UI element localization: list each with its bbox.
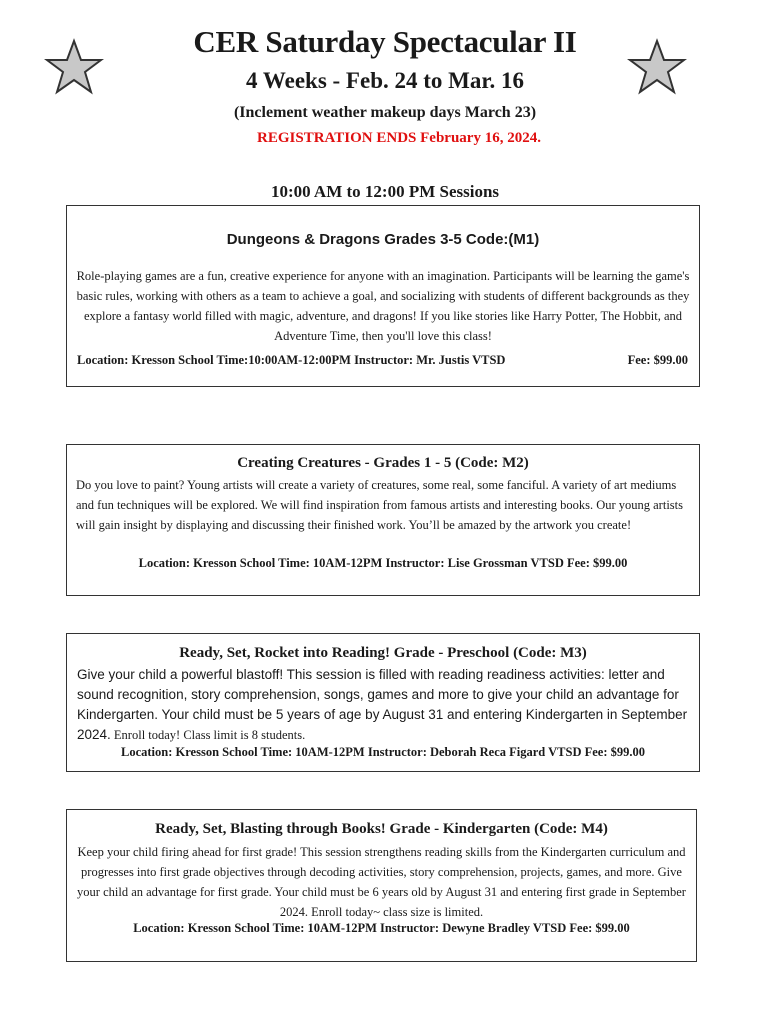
course-description: Do you love to paint? Young artists will create a variety of creatures, some real, some fanciful. A variety of art mediums and fun techniques will be explored. We will find inspiration from famous artists and interesting books. Our young artists will gain insight by displaying and discussing their finished work. You’ll be amazed by the artwork you create! <box>76 478 683 532</box>
course-title: Creating Creatures - Grades 1 - 5 (Code: M2) <box>237 455 529 471</box>
course-description: Keep your child firing ahead for first grade! This session strengthens reading skills from the Kindergarten curriculum and progresses into first grade objectives through decoding activities, story comprehension, projects, games, and more. Give your child an advantage for first grade. Your child must be 6 years old by August 31 and entering first grade in September 2024. Enroll today~ class size is limited. <box>77 845 686 919</box>
course-card-m4 <box>66 809 697 962</box>
course-location: Location: Kresson School Time:10:00AM-12:00PM Instructor: Mr. Justis VTSD <box>77 353 506 367</box>
course-description-enroll: Enroll today! Class limit is 8 students. <box>110 728 306 742</box>
course-location: Location: Kresson School Time: 10AM-12PM Instructor: Deborah Reca Figard VTSD Fee: $99.00 <box>120 745 646 759</box>
course-title: Ready, Set, Blasting through Books! Grade - Kindergarten (Code: M4) <box>155 821 608 837</box>
course-location: Location: Kresson School Time: 10AM-12PM Instructor: Lise Grossman VTSD Fee: $99.00 <box>138 556 628 570</box>
course-description <box>77 665 695 745</box>
course-description: Role-playing games are a fun, creative experience for anyone with an imagination. Participants will be learning the game's basic rules, working with others as a team to achieve a goal, and socializing with students of different backgrounds as they explore a fantasy world filled with magic, adventure, and dragons! If you like stories like Harry Potter, The Hobbit, and Adventure Time, then you'll love this class! <box>76 269 690 343</box>
sessions-heading: 10:00 AM to 12:00 PM Sessions <box>270 182 500 201</box>
course-title: Ready, Set, Rocket into Reading! Grade - Preschool (Code: M3) <box>179 645 587 661</box>
course-card-m2 <box>66 444 700 596</box>
course-description-main: Give your child a powerful blastoff! This session is filled with reading readiness activities: letter and sound recognition, story comprehension, songs, games and more to give your child an advantage for Kindergarten. Your child must be 5 years of age by August 31 and entering Kindergarten in September 2024. <box>77 667 688 742</box>
registration-deadline: REGISTRATION ENDS February 16, 2024. <box>257 130 541 146</box>
course-location: Location: Kresson School Time: 10AM-12PM Instructor: Dewyne Bradley VTSD Fee: $99.00 <box>133 921 630 935</box>
course-title: Dungeons & Dragons Grades 3-5 Code:(M1) <box>226 231 540 248</box>
inclement-note: (Inclement weather makeup days March 23) <box>233 104 537 121</box>
course-card-m1 <box>66 205 700 387</box>
page-title: CER Saturday Spectacular II <box>193 24 577 59</box>
course-fee: Fee: $99.00 <box>627 353 688 367</box>
course-card-m3 <box>66 633 700 772</box>
date-range: 4 Weeks - Feb. 24 to Mar. 16 <box>246 68 524 93</box>
